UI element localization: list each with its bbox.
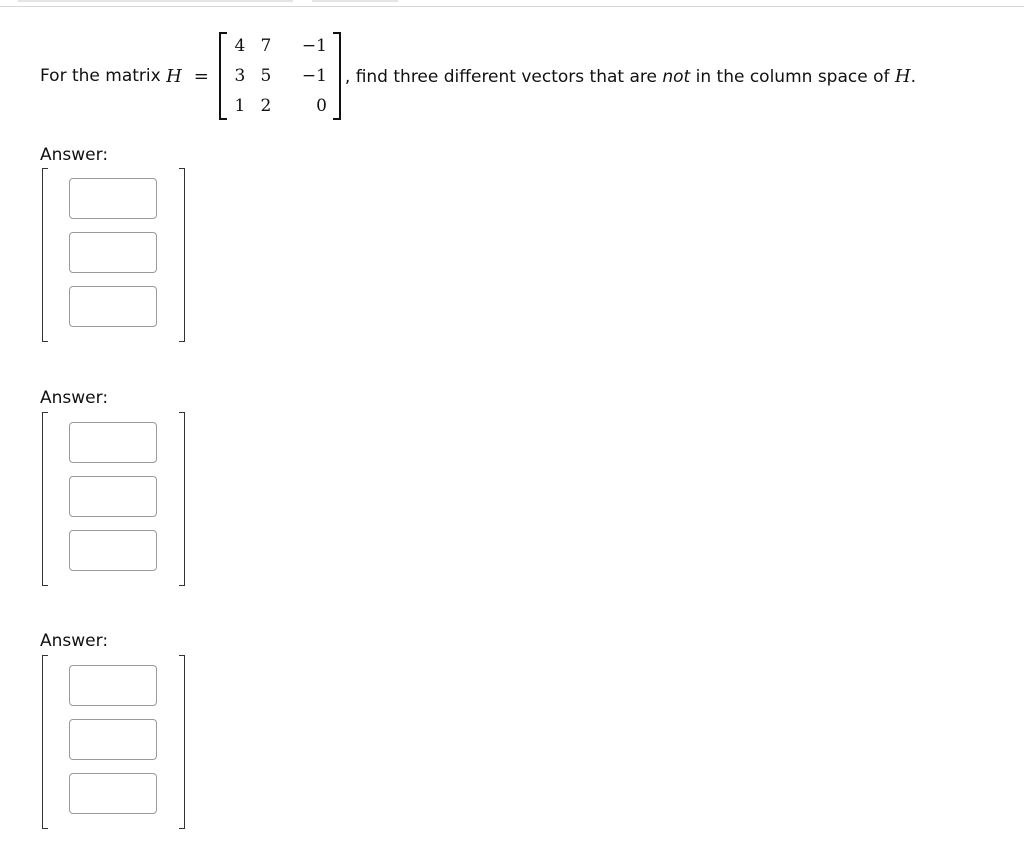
- matrix-cell: 3: [234, 66, 246, 86]
- matrix-cell: 4: [234, 36, 246, 56]
- question-suffix-before: , find three different vectors that are: [344, 66, 657, 87]
- matrix-row: [229, 31, 331, 61]
- matrix-right-bracket: [333, 32, 341, 120]
- matrix-row: [229, 91, 331, 121]
- matrix-cell: 2: [260, 96, 272, 116]
- answer-1-entry-1[interactable]: [69, 178, 157, 219]
- matrix-symbol: H: [166, 65, 182, 87]
- answer-3-entry-1[interactable]: [69, 665, 157, 706]
- question-period: .: [910, 66, 916, 87]
- matrix-cell: 7: [260, 36, 272, 56]
- answer-vector-1: [40, 168, 187, 342]
- vector-right-bracket: [179, 412, 185, 586]
- question-suffix: [345, 66, 916, 87]
- vector-right-bracket: [179, 168, 185, 342]
- question-prefix: For the matrix: [40, 66, 161, 86]
- equals-sign: =: [193, 65, 209, 87]
- answer-1-entry-2[interactable]: [69, 232, 157, 273]
- matrix-cell: 0: [316, 96, 327, 116]
- question-suffix-after: in the column space of: [695, 66, 890, 87]
- matrix-cell: −1: [301, 66, 327, 86]
- answer-2-entry-1[interactable]: [69, 422, 157, 463]
- top-divider: [0, 6, 1024, 7]
- matrix-row: [229, 61, 331, 91]
- answer-1-entry-3[interactable]: [69, 286, 157, 327]
- matrix-cell: 5: [260, 66, 272, 86]
- answer-vector-2: [40, 412, 187, 586]
- matrix-left-bracket: [219, 32, 227, 120]
- matrix-h: [219, 30, 341, 122]
- matrix-table: [229, 31, 331, 121]
- question-emphasis: not: [662, 66, 691, 87]
- end-matrix-symbol: H: [894, 65, 911, 87]
- top-tab-1: [18, 0, 293, 2]
- answer-3-entry-3[interactable]: [69, 773, 157, 814]
- vector-right-bracket: [179, 655, 185, 829]
- question-text: [40, 30, 916, 122]
- vector-left-bracket: [42, 168, 48, 342]
- matrix-cell: −1: [301, 36, 327, 56]
- matrix-cell: 1: [234, 96, 246, 116]
- vector-left-bracket: [42, 655, 48, 829]
- answer-2-entry-3[interactable]: [69, 530, 157, 571]
- answer-vector-3: [40, 655, 187, 829]
- vector-left-bracket: [42, 412, 48, 586]
- answer-label-2: Answer:: [40, 388, 109, 408]
- answer-label-3: Answer:: [40, 631, 109, 651]
- answer-label-1: Answer:: [40, 145, 109, 165]
- answer-2-entry-2[interactable]: [69, 476, 157, 517]
- top-tab-2: [312, 0, 398, 2]
- answer-3-entry-2[interactable]: [69, 719, 157, 760]
